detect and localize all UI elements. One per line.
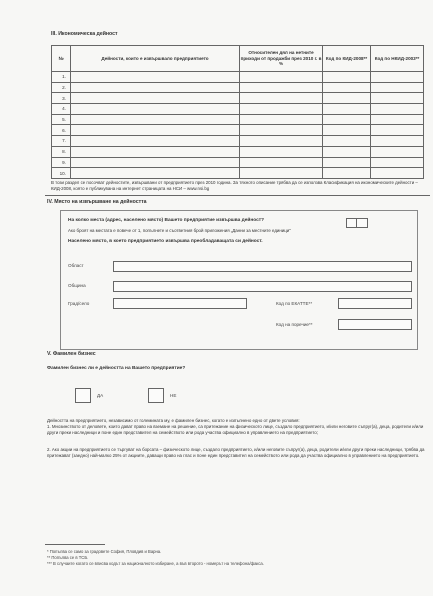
- row-number: 6.: [52, 125, 71, 136]
- row-number: 9.: [52, 157, 71, 168]
- table-row: [52, 114, 424, 125]
- footnote-3: *** В случаите когато се вписва кодът за националното избиране, а във второто - номерът на телефона/факса.: [47, 561, 264, 566]
- cell-nkid[interactable]: [371, 82, 424, 93]
- ekatte-label: Код по ЕКАТТЕ**: [276, 301, 313, 306]
- row-number: 5.: [52, 114, 71, 125]
- cell-activity[interactable]: [71, 72, 240, 83]
- section-3-note: В този раздел се посочват дейностите, извършвани от предприятието през 2010 година. За тяхното описание трябва да се използва Класификация на икономическите дейности – КИД-2008, която е публикувана на интернет страницата на НСИ – www.nsi.bg: [51, 180, 418, 191]
- no-checkbox[interactable]: [148, 388, 164, 403]
- cell-kid[interactable]: [323, 146, 371, 157]
- grad-label: Град/село: [68, 301, 90, 306]
- col-nkid-header: Код по НКИД-2003**: [371, 46, 424, 72]
- section-5-title: V. Фамилен бизнес: [47, 351, 96, 357]
- table-row: [52, 168, 424, 179]
- cell-activity[interactable]: [71, 82, 240, 93]
- table-row: [52, 136, 424, 147]
- cell-nkid[interactable]: [371, 168, 424, 179]
- cell-share[interactable]: [240, 168, 323, 179]
- cell-share[interactable]: [240, 93, 323, 104]
- col-share-header: Относителен дял на нетните приходи от продажби през 2010 г. в %: [240, 46, 323, 72]
- row-number: 10.: [52, 168, 71, 179]
- cell-nkid[interactable]: [371, 104, 424, 115]
- oblast-label: Област: [68, 263, 84, 268]
- no-label: НЕ: [170, 393, 177, 398]
- footnote-1: * Попълва се само за градовете София, Пловдив и Варна.: [47, 549, 162, 554]
- cell-kid[interactable]: [323, 114, 371, 125]
- locations-count-box-2[interactable]: [356, 218, 368, 228]
- obshtina-field[interactable]: [113, 281, 412, 292]
- cell-share[interactable]: [240, 114, 323, 125]
- col-kid-header: Код по КИД-2008**: [323, 46, 371, 72]
- cell-nkid[interactable]: [371, 157, 424, 168]
- q-locations-note: Ако броят на местата е повече от 1, попълнете и съответния брой приложения „Данни за местните единици": [68, 228, 291, 233]
- cell-activity[interactable]: [71, 136, 240, 147]
- ekatte-field[interactable]: [338, 298, 412, 309]
- section-4-title: IV. Място на извършване на дейността: [47, 199, 147, 205]
- section-3-title: III. Икономическа дейност: [51, 31, 118, 37]
- obshtina-label: Община: [68, 283, 86, 288]
- footnote-divider: [45, 544, 105, 545]
- oblast-field[interactable]: [113, 261, 412, 272]
- cell-kid[interactable]: [323, 125, 371, 136]
- col-activities-header: Дейности, които е извършвало предприятието: [71, 46, 240, 72]
- table-row: [52, 146, 424, 157]
- economic-activity-table: [51, 45, 424, 179]
- footnote-2: ** Попълва се в ТСБ.: [47, 555, 89, 560]
- cell-share[interactable]: [240, 72, 323, 83]
- cell-kid[interactable]: [323, 82, 371, 93]
- q-locations-count: На колко места (адрес, населено място) Вашето предприятие извършва дейност?: [68, 218, 265, 223]
- row-number: 3.: [52, 93, 71, 104]
- row-number: 2.: [52, 82, 71, 93]
- table-row: [52, 104, 424, 115]
- cell-kid[interactable]: [323, 104, 371, 115]
- cell-nkid[interactable]: [371, 125, 424, 136]
- cell-share[interactable]: [240, 146, 323, 157]
- cell-share[interactable]: [240, 104, 323, 115]
- cell-share[interactable]: [240, 136, 323, 147]
- q-family-business: Фамилен бизнес ли е дейността на Вашето предприятие?: [47, 366, 186, 371]
- row-number: 4.: [52, 104, 71, 115]
- cell-activity[interactable]: [71, 125, 240, 136]
- cell-nkid[interactable]: [371, 136, 424, 147]
- cell-kid[interactable]: [323, 93, 371, 104]
- q-main-settlement: Населено място, в което предприятието извършва преобладаващата си дейност.: [68, 239, 263, 244]
- grad-field[interactable]: [113, 298, 247, 309]
- poreshchie-field[interactable]: [338, 319, 412, 330]
- divider: [45, 195, 430, 196]
- cell-nkid[interactable]: [371, 146, 424, 157]
- table-row: [52, 93, 424, 104]
- poreshchie-label: Код на поречие**: [276, 322, 313, 327]
- family-def-intro: Дейността на предприятието, независимо от големината му, е фамилен бизнес, когато е изпълнено едно от двете условия:: [47, 418, 300, 423]
- cell-share[interactable]: [240, 157, 323, 168]
- yes-checkbox[interactable]: [75, 388, 91, 403]
- cell-activity[interactable]: [71, 104, 240, 115]
- cell-kid[interactable]: [323, 136, 371, 147]
- cell-activity[interactable]: [71, 157, 240, 168]
- cell-activity[interactable]: [71, 93, 240, 104]
- cell-activity[interactable]: [71, 168, 240, 179]
- yes-label: ДА: [97, 393, 104, 398]
- col-no-header: №: [52, 46, 71, 72]
- family-def-2: 2. Ако акции на предприятието се търгуват на борсата – физическото лице, създало предприятието, и/или неговите съпруг(а), деца, родители и/или други преки наследници, трябва да притежават (заедно) най-малко 25% от акциите, даващи право на глас и поне един представител на семейството или рода да участва официално в управлението на предприятието.: [47, 447, 425, 458]
- row-number: 8.: [52, 146, 71, 157]
- table-row: [52, 72, 424, 83]
- cell-kid[interactable]: [323, 72, 371, 83]
- cell-kid[interactable]: [323, 168, 371, 179]
- cell-share[interactable]: [240, 82, 323, 93]
- cell-nkid[interactable]: [371, 93, 424, 104]
- cell-nkid[interactable]: [371, 114, 424, 125]
- table-row: [52, 125, 424, 136]
- table-row: [52, 82, 424, 93]
- cell-activity[interactable]: [71, 114, 240, 125]
- cell-activity[interactable]: [71, 146, 240, 157]
- cell-share[interactable]: [240, 125, 323, 136]
- table-row: [52, 157, 424, 168]
- cell-nkid[interactable]: [371, 72, 424, 83]
- family-def-1: 1. Мнозинството от деловете, които дават право на вземане на решение, са притежание на физическото лице, създало предприятието, и/или неговите съпруг(а), деца, родители и/или други преки наследници и поне един представител на семейството или рода участва официално в управлението на предприятието;: [47, 424, 424, 435]
- row-number: 1.: [52, 72, 71, 83]
- row-number: 7.: [52, 136, 71, 147]
- cell-kid[interactable]: [323, 157, 371, 168]
